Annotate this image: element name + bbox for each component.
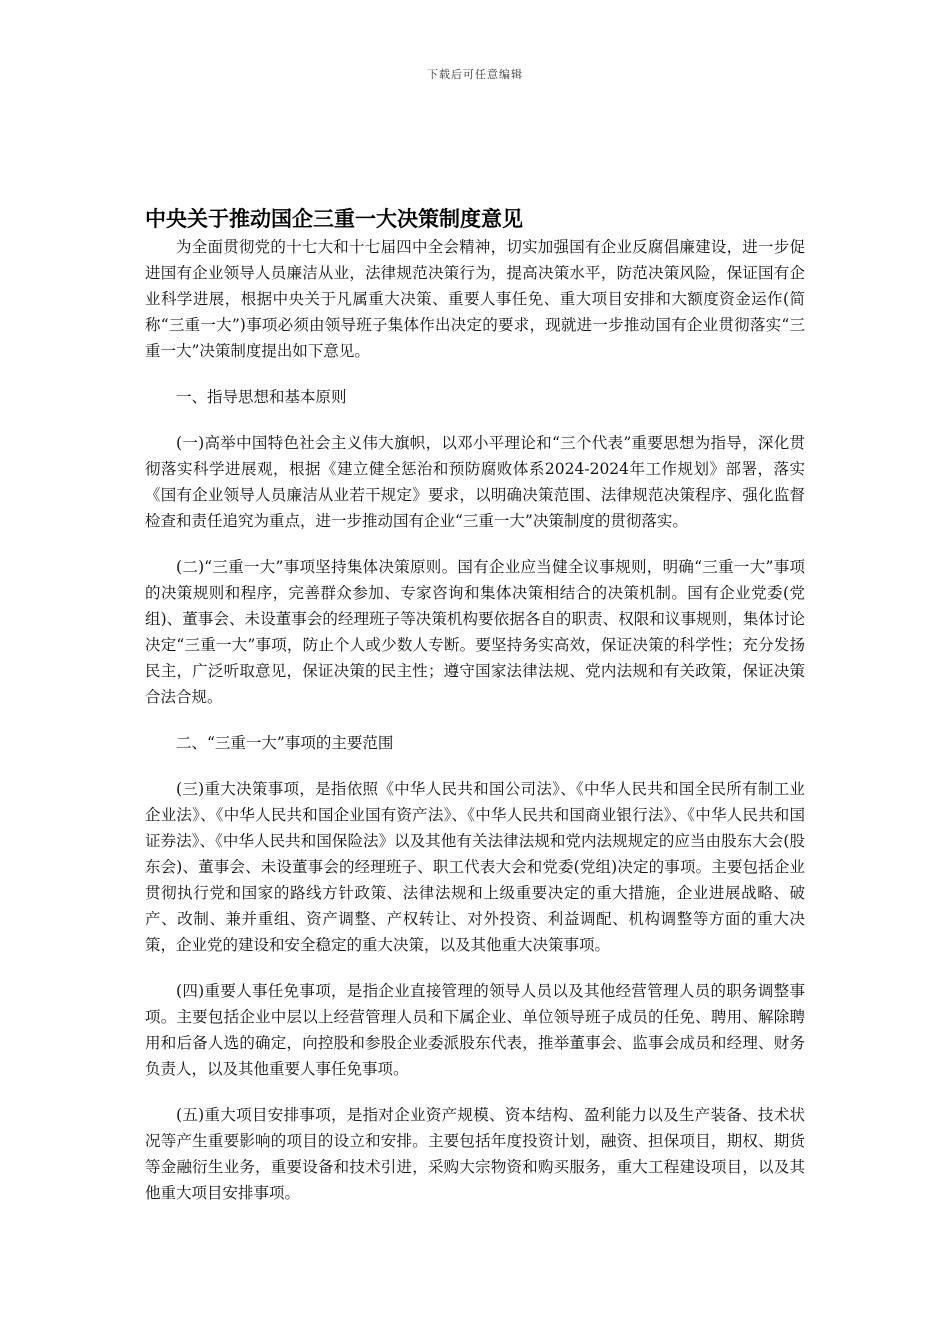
paragraph-5: (五)重大项目安排事项，是指对企业资产规模、资本结构、盈利能力以及生产装备、技术状况等产生重要影响的项目的设立和安排。主要包括年度投资计划，融资、担保项目，期权、期货等金融衍生业务，重要设备和技术引进，采购大宗物资和购买服务，重大工程建设项目，以及其他重大项目安排事项。	[145, 1106, 805, 1202]
document-title: 中央关于推动国企三重一大决策制度意见	[145, 207, 523, 231]
paragraph-1: (一)高举中国特色社会主义伟大旗帜，以邓小平理论和“三个代表”重要思想为指导，深化贯彻落实科学进展观，根据《建立健全惩治和预防腐败体系2024-2024年工作规划》部署，落实《国有企业领导人员廉洁从业若干规定》要求，以明确决策范围、法律规范决策程序、强化监督检查和责任追究为重点，进一步推动国有企业“三重一大”决策制度的贯彻落实。	[145, 434, 805, 530]
intro-paragraph: 为全面贯彻党的十七大和十七届四中全会精神，切实加强国有企业反腐倡廉建设，进一步促进国有企业领导人员廉洁从业，法律规范决策行为，提高决策水平，防范决策风险，保证国有企业科学进展，根据中央关于凡属重大决策、重要人事任免、重大项目安排和大额度资金运作(简称“三重一大”)事项必须由领导班子集体作出决定的要求，现就进一步推动国有企业贯彻落实“三重一大”决策制度提出如下意见。	[145, 238, 805, 360]
section-heading-2: 二、“三重一大”事项的主要范围	[176, 734, 394, 752]
paragraph-3: (三)重大决策事项，是指依照《中华人民共和国公司法》、《中华人民共和国全民所有制工业企业法》、《中华人民共和国企业国有资产法》、《中华人民共和国商业银行法》、《中华人民共和国证券法》、《中华人民共和国保险法》以及其他有关法律法规和党内法规规定的应当由股东大会(股东会)、董事会、未设董事会的经理班子、职工代表大会和党委(党组)决定的事项。主要包括企业贯彻执行党和国家的路线方针政策、法律法规和上级重要决定的重大措施，企业进展战略、破产、改制、兼并重组、资产调整、产权转让、对外投资、利益调配、机构调整等方面的重大决策，企业党的建设和安全稳定的重大决策，以及其他重大决策事项。	[145, 780, 805, 954]
paragraph-2: (二)“三重一大”事项坚持集体决策原则。国有企业应当健全议事规则，明确“三重一大”事项的决策规则和程序，完善群众参加、专家咨询和集体决策相结合的决策机制。国有企业党委(党组)、董事会、未设董事会的经理班子等决策机构要依据各自的职责、权限和议事规则，集体讨论决定“三重一大”事项，防止个人或少数人专断。要坚持务实高效，保证决策的科学性；充分发扬民主，广泛听取意见，保证决策的民主性；遵守国家法律法规、党内法规和有关政策，保证决策合法合规。	[145, 558, 805, 706]
page-header: 下载后可任意编辑	[427, 68, 523, 81]
document-body	[145, 204, 805, 1226]
paragraph-4: (四)重要人事任免事项，是指企业直接管理的领导人员以及其他经营管理人员的职务调整事项。主要包括企业中层以上经营管理人员和下属企业、单位领导班子成员的任免、聘用、解除聘用和后备人选的确定，向控股和参股企业委派股东代表，推举董事会、监事会成员和经理、财务负责人，以及其他重要人事任免事项。	[145, 982, 805, 1078]
section-heading-1: 一、指导思想和基本原则	[176, 388, 347, 406]
